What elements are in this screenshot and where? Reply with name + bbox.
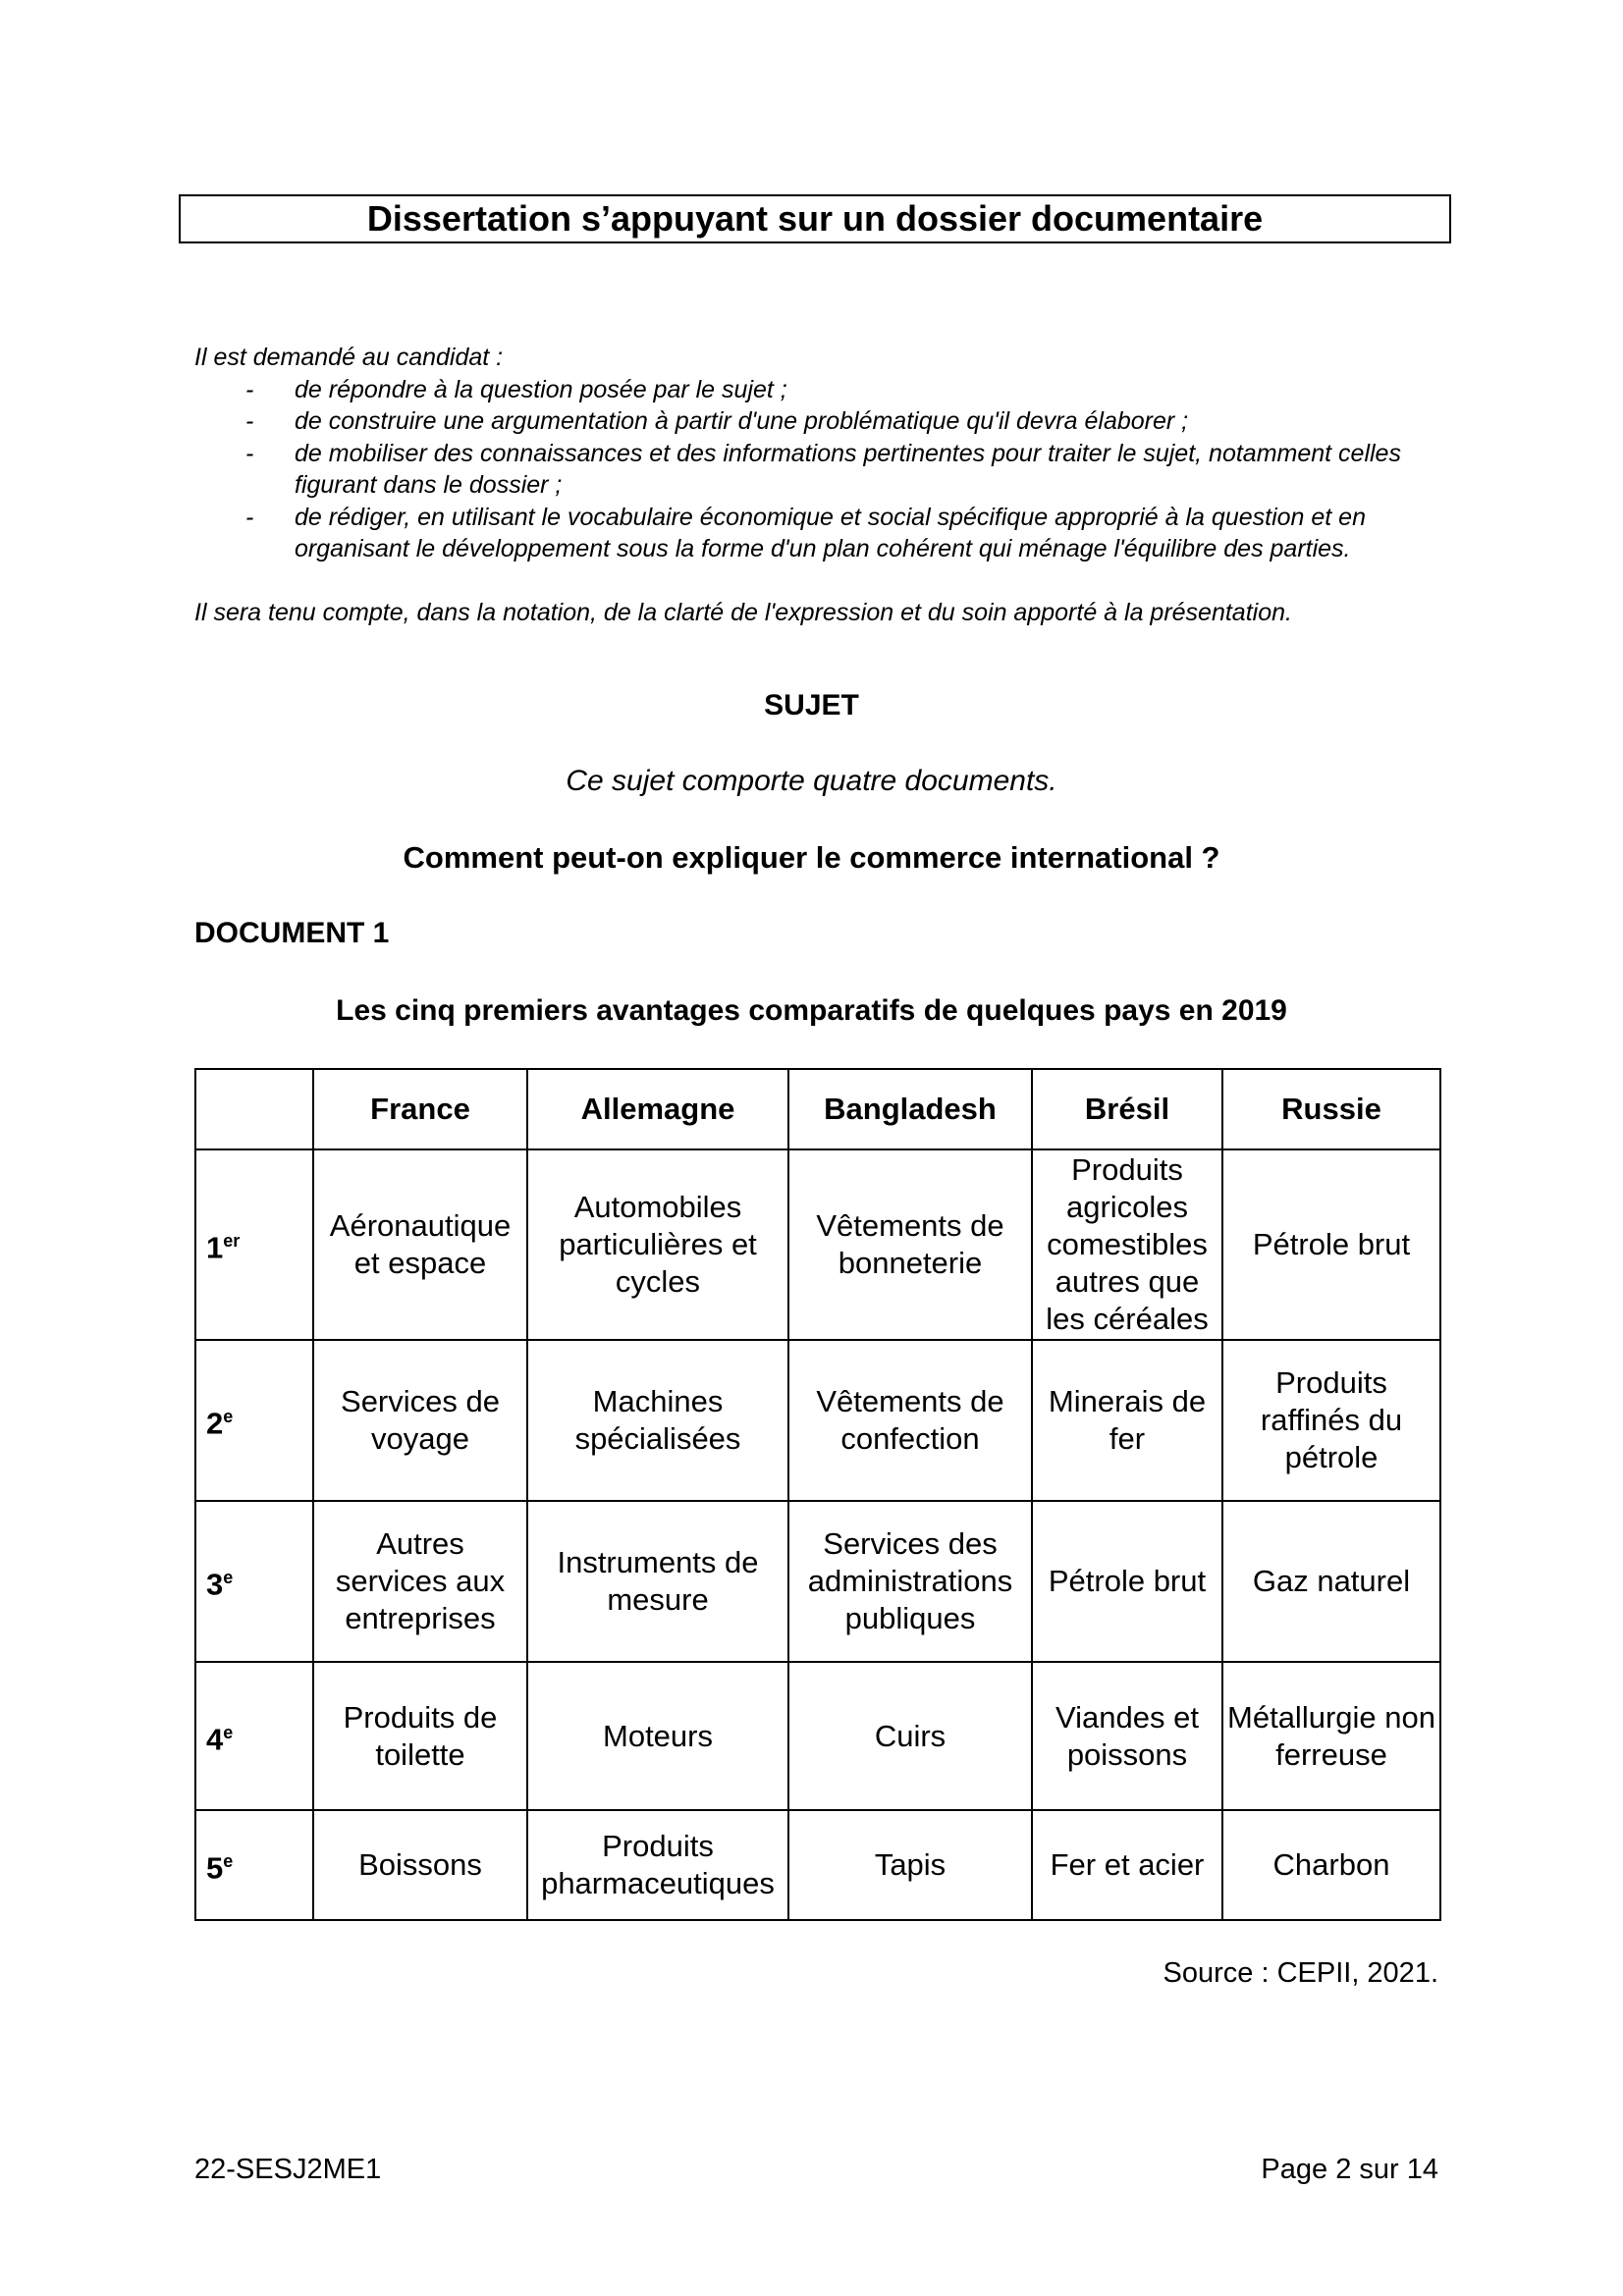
bullet-dash: - bbox=[245, 375, 254, 403]
subject-subtitle: Ce sujet comporte quatre documents. bbox=[566, 765, 1057, 797]
page-title: Dissertation s’appuyant sur un dossier documentaire bbox=[366, 198, 1264, 239]
table-cell: Services des administrations publiques bbox=[788, 1501, 1032, 1662]
column-header: Allemagne bbox=[527, 1069, 788, 1149]
table-cell: Produits agricoles comestibles autres que les céréales bbox=[1032, 1149, 1222, 1340]
table-cell: Automobiles particulières et cycles bbox=[527, 1149, 788, 1340]
rank-cell: 4e bbox=[195, 1662, 313, 1810]
table-cell: Métallurgie non ferreuse bbox=[1222, 1662, 1440, 1810]
subject-heading: SUJET bbox=[764, 689, 859, 721]
table-row bbox=[195, 1501, 1440, 1662]
rank-cell: 1er bbox=[195, 1149, 313, 1340]
bullet-dash: - bbox=[245, 503, 254, 531]
instruction-item: - de rédiger, en utilisant le vocabulaire économique et social spécifique approprié à la question et en organisant le développement sous la forme d'un plan cohérent qui ménage l'équilibre des parties. bbox=[245, 503, 1366, 562]
instruction-item: - de répondre à la question posée par le sujet ; bbox=[194, 374, 1441, 406]
instruction-item: - de construire une argumentation à partir d'une problématique qu'il devra élaborer ; bbox=[194, 405, 1441, 438]
table-row bbox=[195, 1340, 1440, 1501]
instructions-list bbox=[194, 374, 1441, 565]
footer-code: 22-SESJ2ME1 bbox=[194, 2154, 382, 2185]
table-cell: Machines spécialisées bbox=[527, 1340, 788, 1501]
table-cell: Instruments de mesure bbox=[527, 1501, 788, 1662]
table-cell: Produits raffinés du pétrole bbox=[1222, 1340, 1440, 1501]
instructions-intro: Il est demandé au candidat : bbox=[194, 344, 504, 371]
table-cell: Tapis bbox=[788, 1810, 1032, 1920]
table-cell: Cuirs bbox=[788, 1662, 1032, 1810]
corner-cell bbox=[195, 1069, 313, 1149]
table-cell: Viandes et poissons bbox=[1032, 1662, 1222, 1810]
table-cell: Fer et acier bbox=[1032, 1810, 1222, 1920]
bullet-dash: - bbox=[245, 407, 254, 435]
table-source: Source : CEPII, 2021. bbox=[1163, 1957, 1438, 1989]
instruction-item: - de mobiliser des connaissances et des informations pertinentes pour traiter le sujet, notamment celles figurant dans le dossier ; bbox=[245, 439, 1401, 499]
table-cell: Charbon bbox=[1222, 1810, 1440, 1920]
column-header: Brésil bbox=[1032, 1069, 1222, 1149]
column-header: France bbox=[313, 1069, 527, 1149]
rank-cell: 3e bbox=[195, 1501, 313, 1662]
column-header: Russie bbox=[1222, 1069, 1440, 1149]
table-header-row bbox=[195, 1069, 1440, 1149]
instructions-block bbox=[194, 342, 1441, 628]
table-cell: Pétrole brut bbox=[1222, 1149, 1440, 1340]
instructions-note: Il sera tenu compte, dans la notation, de la clarté de l'expression et du soin apporté à la présentation. bbox=[194, 598, 1292, 626]
rank-cell: 5e bbox=[195, 1810, 313, 1920]
table-cell: Pétrole brut bbox=[1032, 1501, 1222, 1662]
table-cell: Gaz naturel bbox=[1222, 1501, 1440, 1662]
table-row bbox=[195, 1810, 1440, 1920]
footer-page-number: Page 2 sur 14 bbox=[1261, 2154, 1438, 2185]
table-cell: Aéronautique et espace bbox=[313, 1149, 527, 1340]
advantages-table bbox=[194, 1068, 1441, 1921]
table-title: Les cinq premiers avantages comparatifs de quelques pays en 2019 bbox=[336, 994, 1287, 1027]
table-cell: Services de voyage bbox=[313, 1340, 527, 1501]
table-cell: Moteurs bbox=[527, 1662, 788, 1810]
table-cell: Vêtements de confection bbox=[788, 1340, 1032, 1501]
table-cell: Produits de toilette bbox=[313, 1662, 527, 1810]
bullet-dash: - bbox=[245, 439, 254, 467]
table-cell: Autres services aux entreprises bbox=[313, 1501, 527, 1662]
document-label: DOCUMENT 1 bbox=[194, 917, 390, 949]
title-box bbox=[179, 194, 1451, 243]
table-cell: Produits pharmaceutiques bbox=[527, 1810, 788, 1920]
column-header: Bangladesh bbox=[788, 1069, 1032, 1149]
table-row bbox=[195, 1149, 1440, 1340]
table-row bbox=[195, 1662, 1440, 1810]
table-cell: Vêtements de bonneterie bbox=[788, 1149, 1032, 1340]
table-cell: Boissons bbox=[313, 1810, 527, 1920]
subject-question: Comment peut-on expliquer le commerce international ? bbox=[403, 840, 1220, 875]
rank-cell: 2e bbox=[195, 1340, 313, 1501]
table-cell: Minerais de fer bbox=[1032, 1340, 1222, 1501]
